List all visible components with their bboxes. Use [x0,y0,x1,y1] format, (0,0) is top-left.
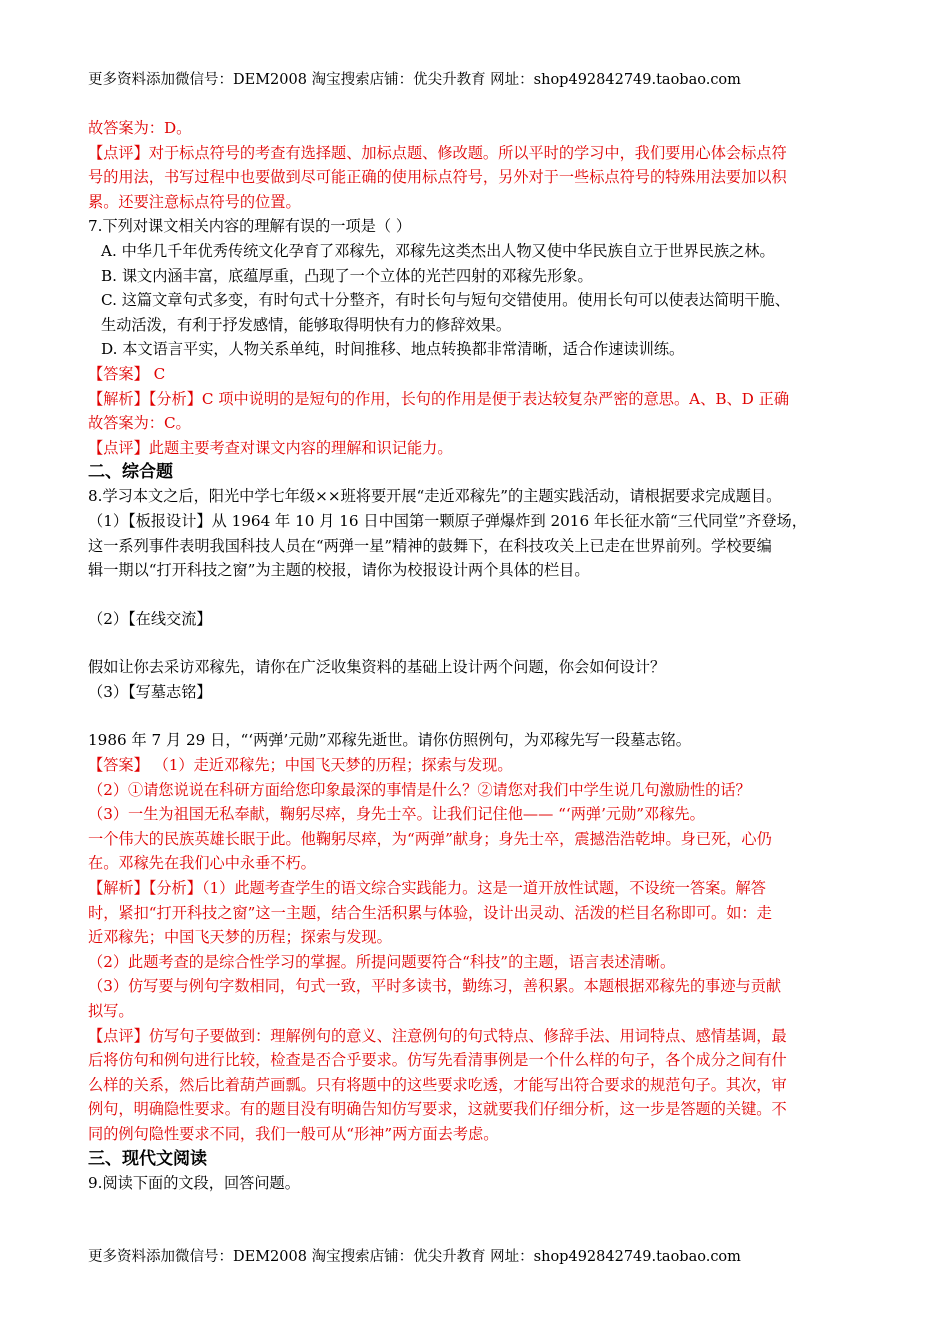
comment-line: 例句，明确隐性要求。有的题目没有明确告知仿写要求，这就要我们仔细分析，这一步是答题的关键。不 [88,1100,787,1119]
option-c-cont: 生动活泼，有利于抒发感情，能够取得明快有力的修辞效果。 [101,315,512,334]
question-8-part1: 这一系列事件表明我国科技人员在“两弹一星”精神的鼓舞下，在科技攻关上已走在世界前列。学校要编 [88,536,772,555]
comment-line: 么样的关系，然后比着葫芦画瓢。只有将题中的这些要求吃透，才能写出符合要求的规范句子。其次，审 [88,1075,787,1094]
analysis-line: （2）此题考查的是综合性学习的掌握。所提问题要符合“科技”的主题，语言表述清晰。 [88,952,676,971]
analysis-line: 时，紧扣“打开科技之窗”这一主题，结合生活积累与体验，设计出灵动、活泼的栏目名称即可。如：走 [88,903,772,922]
question-8-part2: （2）【在线交流】 [88,609,212,628]
question-7: 7.下列对课文相关内容的理解有误的一项是（ ） [88,217,412,236]
comment-line: 【点评】对于标点符号的考查有选择题、加标点题、修改题。所以平时的学习中，我们要用心体会标点符 [88,143,787,162]
document-body [88,116,864,1195]
answer-line: （3）一生为祖国无私奉献，鞠躬尽瘁，身先士卒。让我们记住他—— “‘两弹’元勋”邓稼先。 [88,805,705,824]
question-8-part2: 假如让你去采访邓稼先，请你在广泛收集资料的基础上设计两个问题，你会如何设计？ [88,658,666,677]
comment-line: 同的例句隐性要求不同，我们一般可从“形神”两方面去考虑。 [88,1124,499,1143]
answer-line: 一个伟大的民族英雄长眠于此。他鞠躬尽瘁，为“两弹”献身；身先士卒，震撼浩浩乾坤。身已死，心仍 [88,829,772,848]
analysis-line: 拟写。 [88,1002,134,1020]
option-d: D. 本文语言平实，人物关系单纯，时间推移、地点转换都非常清晰，适合作速读训练。 [101,340,685,359]
question-8-part1: （1）【板报设计】从 1964 年 10 月 16 日中国第一颗原子弹爆炸到 2016 年长征水箭“三代同堂”齐登场， [88,511,807,530]
page-footer: 更多资料添加微信号：DEM2008 淘宝搜索店铺：优尖升教育 网址：shop492842749.taobao.com [88,1249,741,1265]
section-heading: 二、综合题 [88,462,173,483]
answer-line: 【答案】 （1）走近邓稼先；中国飞天梦的历程；探索与发现。 [88,756,513,775]
comment-line: 累。还要注意标点符号的位置。 [88,192,301,211]
answer-line: 在。邓稼先在我们心中永垂不朽。 [88,854,316,873]
answer-line: （2）①请您说说在科研方面给您印象最深的事情是什么？②请您对我们中学生说几句激励性的话？ [88,780,751,799]
analysis-line: 【解析】【分析】C 项中说明的是短句的作用，长句的作用是便于表达较复杂严密的意思。A、B、D 正确 [88,389,790,408]
answer-line: 故答案为：D。 [88,119,192,137]
question-8: 8.学习本文之后，阳光中学七年级××班将要开展“走近邓稼先”的主题实践活动，请根据要求完成题目。 [88,487,782,506]
answer-line: 【答案】 C [88,364,166,383]
question-9: 9.阅读下面的文段，回答问题。 [88,1173,300,1192]
option-b: B. 课文内涵丰富，底蕴厚重，凸现了一个立体的光芒四射的邓稼先形象。 [101,266,593,285]
analysis-line: 近邓稼先；中国飞天梦的历程；探索与发现。 [88,928,392,947]
analysis-line: 【解析】【分析】（1）此题考查学生的语文综合实践能力。这是一道开放性试题，不设统一答案。解答 [88,879,766,898]
question-8-part3: 1986 年 7 月 29 日，“‘两弹’元勋”邓稼先逝世。请你仿照例句，为邓稼先写一段墓志铭。 [88,731,691,750]
comment-line: 【点评】仿写句子要做到：理解例句的意义、注意例句的句式特点、修辞手法、用词特点、感情基调，最 [88,1026,787,1045]
question-8-part3: （3）【写墓志铭】 [88,682,212,701]
question-8-part1: 辑一期以“打开科技之窗”为主题的校报，请你为校报设计两个具体的栏目。 [88,561,590,580]
page-header: 更多资料添加微信号：DEM2008 淘宝搜索店铺：优尖升教育 网址：shop492842749.taobao.com [88,72,741,88]
option-a: A. 中华几千年优秀传统文化孕育了邓稼先，邓稼先这类杰出人物又使中华民族自立于世界民族之林。 [101,241,775,260]
analysis-line: （3）仿写要与例句字数相同，句式一致，平时多读书，勤练习，善积累。本题根据邓稼先的事迹与贡献 [88,977,782,996]
comment-line: 号的用法，书写过程中也要做到尽可能正确的使用标点符号，另外对于一些标点符号的特殊用法要加以积 [88,168,787,187]
section-heading: 三、现代文阅读 [88,1148,207,1169]
comment-line: 【点评】此题主要考查对课文内容的理解和识记能力。 [88,438,453,457]
option-c: C. 这篇文章句式多变，有时句式十分整齐，有时长句与短句交错使用。使用长句可以使表达简明干脆、 [101,291,790,310]
comment-line: 后将仿句和例句进行比较，检查是否合乎要求。仿写先看清事例是一个什么样的句子，各个成分之间有什 [88,1051,787,1070]
analysis-line: 故答案为：C。 [88,414,191,433]
